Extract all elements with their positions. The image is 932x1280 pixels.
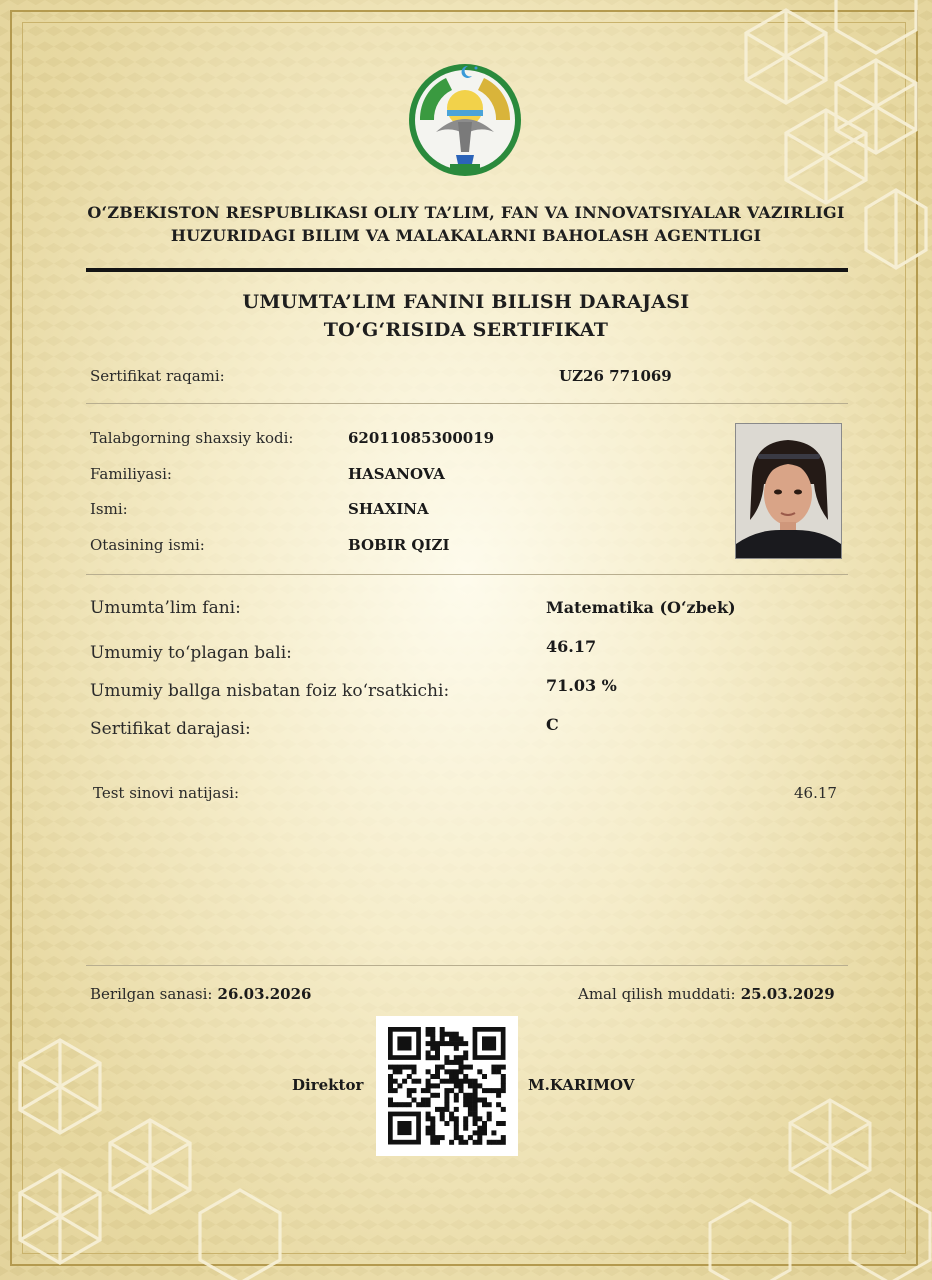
- percent-value: 71.03 %: [546, 676, 617, 695]
- director-name: M.KARIMOV: [528, 1076, 635, 1094]
- header-divider: [86, 268, 848, 272]
- total-score-value: 46.17: [546, 637, 597, 656]
- level-value: C: [546, 715, 559, 734]
- corner-ornament-bottom-right: [650, 1040, 932, 1280]
- divider-3: [86, 965, 848, 966]
- test-result-label: Test sinovi natijasi:: [93, 784, 240, 802]
- subject-label: Umumta’lim fani:: [90, 598, 241, 618]
- certificate-title-line-2: TO‘G‘RISIDA SERTIFIKAT: [323, 319, 609, 341]
- valid-until-value: 25.03.2029: [740, 985, 835, 1003]
- subject-value: Matematika (O‘zbek): [546, 598, 736, 617]
- ministry-line-2: HUZURIDAGI BILIM VA MALAKALARNI BAHOLASH AGENTLIGI: [170, 226, 762, 245]
- issued-date-value: 26.03.2026: [217, 985, 312, 1003]
- valid-until-label: Amal qilish muddati:: [578, 985, 736, 1003]
- surname-label: Familiyasi:: [90, 465, 172, 483]
- level-label: Sertifikat darajasi:: [90, 719, 251, 739]
- divider-1: [86, 403, 848, 404]
- issued-date: [90, 984, 311, 1003]
- name-value: SHAXINA: [348, 500, 429, 518]
- percent-label: Umumiy ballga nisbatan foiz ko‘rsatkichi:: [90, 681, 450, 701]
- valid-until-date: [578, 984, 835, 1003]
- certificate-number-value: UZ26 771069: [559, 367, 672, 385]
- state-emblem-icon: [406, 60, 524, 180]
- applicant-photo: [735, 423, 842, 559]
- patronymic-value: BOBIR QIZI: [348, 536, 450, 554]
- issued-date-label: Berilgan sanasi:: [90, 985, 213, 1003]
- total-score-label: Umumiy to‘plagan bali:: [90, 643, 292, 663]
- corner-ornament-top-right: [676, 0, 932, 330]
- surname-value: HASANOVA: [348, 465, 445, 483]
- corner-ornament-bottom-left: [0, 1000, 300, 1280]
- patronymic-label: Otasining ismi:: [90, 536, 205, 554]
- qr-code-icon: [376, 1016, 518, 1156]
- name-label: Ismi:: [90, 500, 128, 518]
- personal-code-value: 62011085300019: [348, 429, 495, 447]
- qr-code-box[interactable]: [376, 1016, 518, 1156]
- test-result-value: 46.17: [794, 784, 837, 802]
- director-role: Direktor: [292, 1076, 364, 1094]
- divider-2: [86, 574, 848, 575]
- certificate-number-label: Sertifikat raqami:: [90, 367, 225, 385]
- personal-code-label: Talabgorning shaxsiy kodi:: [90, 429, 294, 447]
- ministry-line-1: O‘ZBEKISTON RESPUBLIKASI OLIY TA’LIM, FAN VA INNOVATSIYALAR VAZIRLIGI: [87, 203, 845, 222]
- certificate-title-line-1: UMUMTA’LIM FANINI BILISH DARAJASI: [242, 291, 690, 313]
- portrait-image: [736, 424, 841, 558]
